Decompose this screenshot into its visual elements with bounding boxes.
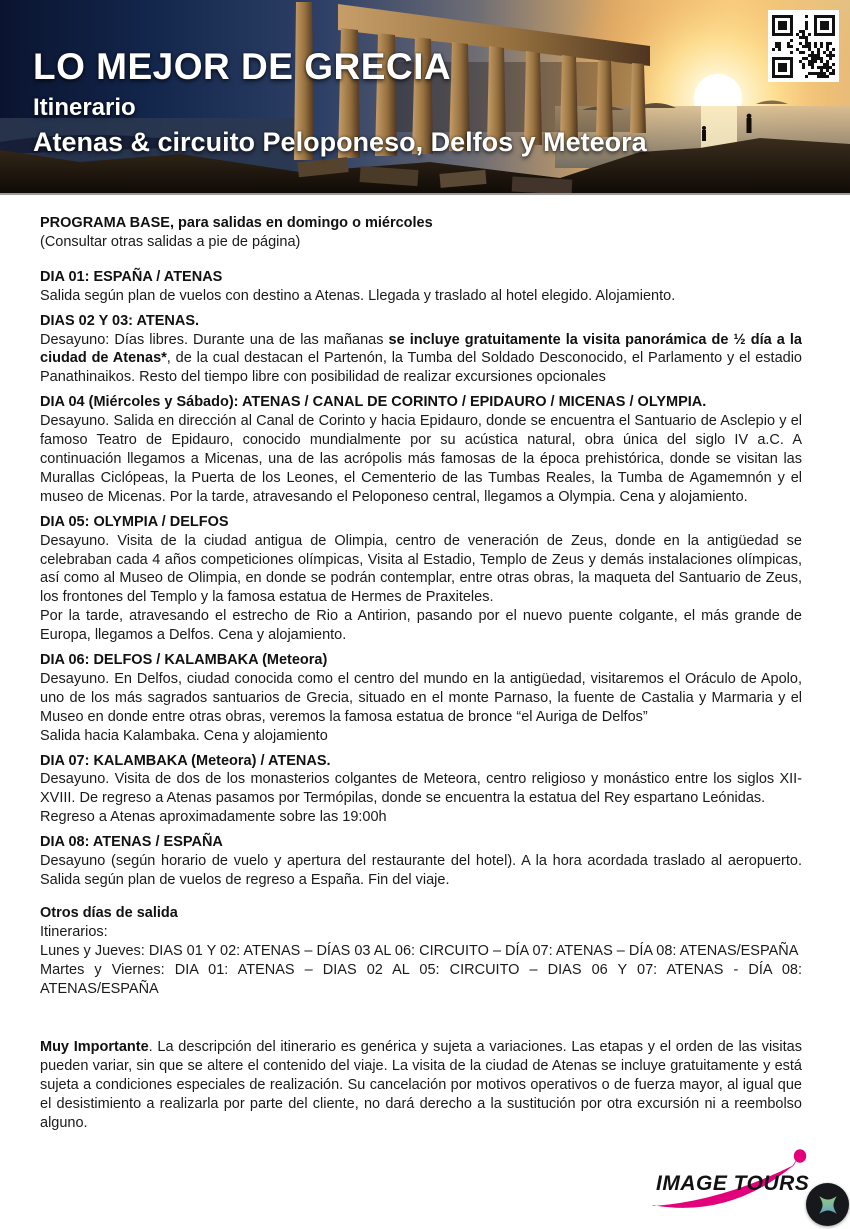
section (40, 268, 802, 306)
section-heading: DIA 06: DELFOS / KALAMBAKA (Meteora) (40, 652, 328, 669)
section-heading: DIA 01: ESPAÑA / ATENAS (40, 268, 223, 285)
paragraph: Desayuno. Salida en dirección al Canal de Corinto y hacia Epidauro, donde se encuentra el Santuario de Asclepio y el famoso Teatro de Epidauro, conocido mundialmente por su acústica natural, obra única del siglo IV a.C. A continuación llegamos a Micenas, una de las acrópolis más famosas de la época prehistórica, donde se visitan las Murallas Ciclópeas, la Puerta de los Leones, el Cementerio de las Tumbas Reales, la Tumba de Agamemnón y el museo de Micenas. Por la tarde, atravesando el Peloponeso central, llegamos a Olympia. Cena y alojamiento. (40, 413, 802, 505)
section-heading: DIA 05: OLYMPIA / DELFOS (40, 513, 229, 530)
section (40, 651, 802, 746)
paragraph: Por la tarde, atravesando el estrecho de Rio a Antirion, pasando por el nuevo puente colgante, el más grande de Europa, llegamos a Delfos. Cena y alojamiento. (40, 608, 802, 644)
paragraph: Itinerarios: (40, 923, 108, 940)
qr-code (768, 10, 839, 82)
section (40, 214, 802, 252)
paragraph: Salida según plan de vuelos con destino a Atenas. Llegada y traslado al hotel elegido. Alojamiento. (40, 287, 676, 304)
logo-text: IMAGE TOURS (656, 1172, 810, 1195)
paragraph: (Consultar otras salidas a pie de página) (40, 233, 301, 250)
paragraph: Lunes y Jueves: DIAS 01 Y 02: ATENAS – DÍAS 03 AL 06: CIRCUITO – DÍA 07: ATENAS – DÍA 08: ATENAS/ESPAÑA (40, 942, 799, 959)
page-subtitle: Itinerario (33, 94, 136, 121)
hero-titles (33, 48, 647, 156)
section (40, 904, 802, 999)
section (40, 752, 802, 828)
section (40, 513, 802, 645)
paragraph: Desayuno. Visita de dos de los monasterios colgantes de Meteora, centro religioso y monástico entre los siglos XII-XVIII. De regreso a Atenas pasamos por Termópilas, donde se encuentra la estatua del Rey espartano Leónidas. (40, 771, 802, 807)
section-heading: DIAS 02 Y 03: ATENAS. (40, 312, 200, 329)
section (40, 393, 802, 506)
page-subtitle-route: Atenas & circuito Peloponeso, Delfos y Meteora (33, 127, 647, 157)
itinerary-sections (0, 195, 850, 1133)
overlay-badge[interactable] (806, 1183, 849, 1226)
paragraph: Salida hacia Kalambaka. Cena y alojamiento (40, 727, 328, 744)
section (40, 833, 802, 890)
paragraph: Desayuno. En Delfos, ciudad conocida como el centro del mundo en la antigüedad, visitaremos el Oráculo de Apolo, uno de los más sagrados santuarios de Grecia, situado en el monte Parnaso, la fuente de Castalia y Marmaria y el Museo en donde entre otras obras, veremos la famosa estatua de bronce “el Auriga de Delfos” (40, 670, 802, 725)
qr-code-icon (772, 15, 835, 78)
hero-banner (0, 0, 850, 195)
section-heading: PROGRAMA BASE, para salidas en domingo o miércoles (40, 215, 433, 231)
section-heading: Otros días de salida (40, 904, 178, 921)
paragraph: Desayuno. Visita de la ciudad antigua de Olimpia, centro de veneración de Zeus, donde en la antigüedad se celebraban cada 4 años competiciones olímpicas, Visita al Estadio, Templo de Zeus y demás instalaciones olímpicas, así como al Museo de Olimpia, en donde se podrán contemplar, entre otras obras, la maqueta del Santuario de Zeus, los frontones del Templo y la famosa estatua de Hermes de Praxiteles. (40, 532, 802, 606)
page-title: LO MEJOR DE GRECIA (33, 46, 452, 87)
section (40, 312, 802, 388)
section (40, 1038, 802, 1133)
paragraph: Muy Importante. La descripción del itinerario es genérica y sujeta a variaciones. Las etapas y el orden de las visitas pueden variar, sin que se altere el contenido del viaje. La visita de la ciudad de Atenas se incluye gratuitamente y está sujeta a condiciones especiales de realización. Su cancelación por motivos operativos o de fuerza mayor, al igual que el desistimiento a realizarla por parte del cliente, no dará derecho a la sustitución por otra excursión ni a reembolso alguno. (40, 1039, 802, 1132)
section-heading: DIA 04 (Miércoles y Sábado): ATENAS / CANAL DE CORINTO / EPIDAURO / MICENAS / OLYMPIA. (40, 394, 707, 411)
section-heading: DIA 08: ATENAS / ESPAÑA (40, 834, 223, 851)
paragraph: Martes y Viernes: DIA 01: ATENAS – DIAS 02 AL 05: CIRCUITO – DIAS 06 Y 07: ATENAS - DÍA 08: ATENAS/ESPAÑA (40, 961, 802, 997)
paragraph: Desayuno (según horario de vuelo y apertura del restaurante del hotel). A la hora acordada traslado al aeropuerto. Salida según plan de vuelos de regreso a España. Fin del viaje. (40, 853, 802, 888)
four-point-star-icon (811, 1188, 845, 1222)
swoosh-dot (794, 1149, 806, 1163)
image-tours-logo (644, 1145, 816, 1217)
section-heading: DIA 07: KALAMBAKA (Meteora) / ATENAS. (40, 752, 331, 769)
paragraph: Regreso a Atenas aproximadamente sobre las 19:00h (40, 809, 387, 826)
paragraph: Desayuno: Días libres. Durante una de las mañanas se incluye gratuitamente la visita panorámica de ½ día a la ciudad de Atenas*, de la cual destacan el Partenón, la Tumba del Soldado Desconocido, el Parlamento y el estadio Panathinaikos. Resto del tiempo libre con posibilidad de realizar excursiones opcionales (40, 331, 802, 386)
